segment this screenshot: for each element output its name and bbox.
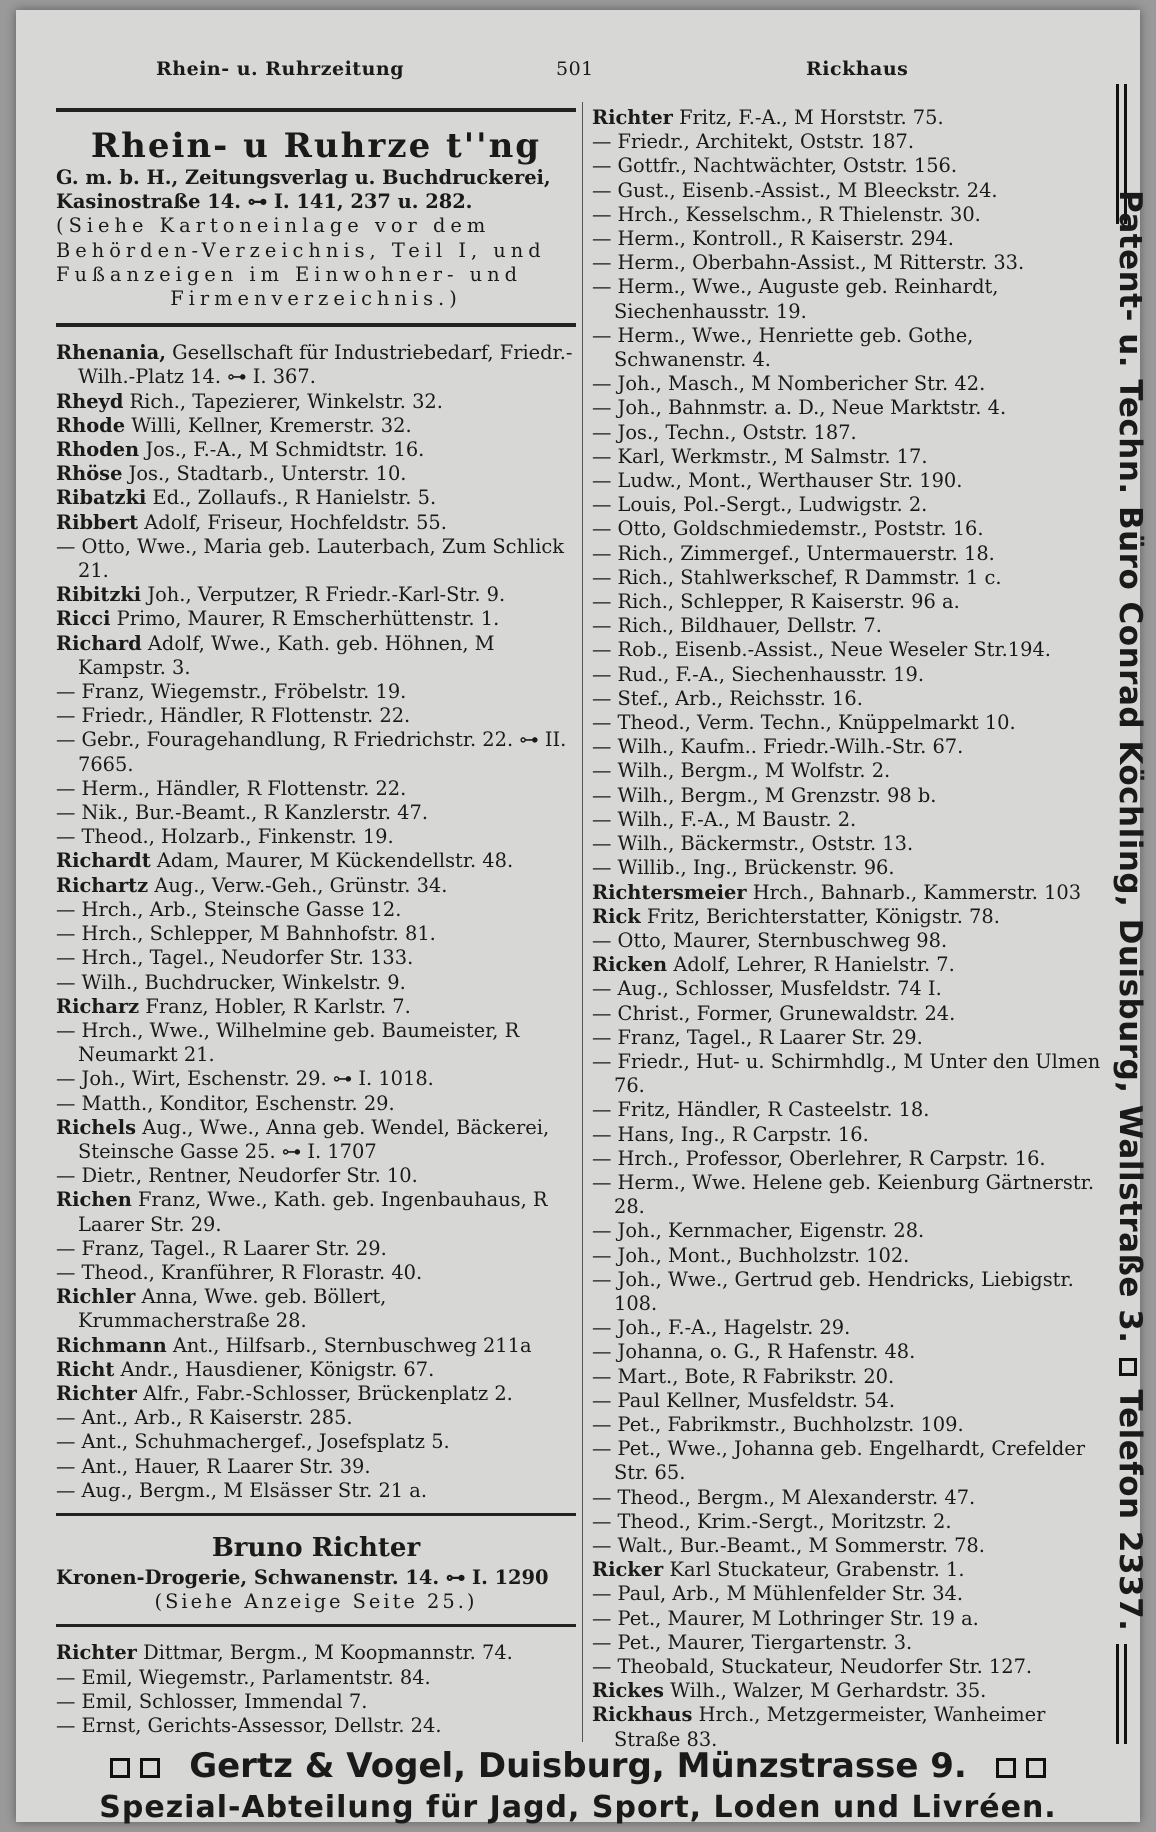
directory-page	[16, 10, 1148, 1825]
entry-text: Willi, Kellner, Kremerstr. 32.	[131, 413, 412, 437]
side-bar	[1124, 1644, 1127, 1744]
entry-text: — Louis, Pol.-Sergt., Ludwigstr. 2.	[592, 493, 928, 517]
entry-text: Adolf, Wwe., Kath. geb. Höhnen, M Kampstr. 3.	[78, 631, 495, 679]
list-item	[56, 1430, 576, 1454]
page-number: 501	[556, 58, 594, 80]
entry-text: — Stef., Arb., Reichsstr. 16.	[592, 686, 863, 710]
entry-text: — Herm., Wwe., Auguste geb. Reinhardt, Siechenhausstr. 19.	[592, 275, 999, 323]
entry-text: — Friedr., Hut- u. Schirmhdlg., M Unter den Ulmen 76.	[592, 1049, 1101, 1098]
entry-text: — Wilh., F.-A., M Baustr. 2.	[592, 807, 857, 831]
left-column	[56, 102, 576, 1738]
list-item	[592, 929, 1108, 953]
rule-divider	[56, 1624, 576, 1627]
entry-surname: Richt	[56, 1357, 115, 1381]
list-item	[592, 566, 1108, 590]
entry-text: — Joh., Bahnmstr. a. D., Neue Marktstr. 4.	[592, 396, 1007, 420]
entry-text: — Hrch., Wwe., Wilhelmine geb. Baumeister, R Neumarkt 21.	[56, 1018, 520, 1067]
entry-text: — Theod., Holzarb., Finkenstr. 19.	[56, 825, 394, 849]
list-item	[592, 396, 1108, 420]
entry-text: — Matth., Konditor, Eschenstr. 29.	[56, 1091, 395, 1115]
list-item	[56, 1237, 576, 1261]
list-item	[592, 784, 1108, 808]
list-item	[56, 632, 576, 680]
entry-surname: Rheyd	[56, 389, 124, 413]
list-item	[592, 1123, 1108, 1147]
entry-text: — Herm., Oberbahn-Assist., M Ritterstr. 33.	[592, 251, 1025, 275]
entry-text: — Theod., Verm. Techn., Knüppelmarkt 10.	[592, 711, 1016, 735]
bottom-ad-text: Gertz & Vogel, Duisburg, Münzstrasse 9.	[189, 1746, 967, 1786]
list-item	[56, 971, 576, 995]
entry-text: — Karl, Werkmstr., M Salmstr. 17.	[592, 444, 928, 468]
list-item	[56, 583, 576, 607]
entry-list-left	[56, 341, 576, 1503]
entry-text: — Gust., Eisenb.-Assist., M Bleeckstr. 24.	[592, 178, 998, 202]
list-item	[56, 1406, 576, 1430]
list-item	[56, 1285, 576, 1333]
entry-text: — Wilh., Buchdrucker, Winkelstr. 9.	[56, 970, 406, 994]
entry-text: — Otto, Goldschmiedemstr., Poststr. 16.	[592, 517, 984, 541]
entry-text: — Ernst, Gerichts-Assessor, Dellstr. 24.	[56, 1713, 442, 1737]
entry-text: — Christ., Former, Grunewaldstr. 24.	[592, 1001, 956, 1025]
list-item	[56, 1067, 576, 1091]
ad-line: Firmenverzeichnis.)	[170, 287, 462, 311]
list-item	[592, 372, 1108, 396]
list-item	[56, 1358, 576, 1382]
entry-text: Franz, Wwe., Kath. geb. Ingenbauhaus, R Laarer Str. 29.	[78, 1188, 548, 1236]
entry-text: — Rich., Zimmergef., Untermauerstr. 18.	[592, 541, 995, 565]
entry-text: — Ant., Schuhmachergef., Josefsplatz 5.	[56, 1430, 450, 1454]
list-item	[56, 995, 576, 1019]
entry-text: — Theobald, Stuckateur, Neudorfer Str. 127.	[592, 1655, 1033, 1678]
square-ornament-icon	[1026, 1758, 1046, 1778]
entry-surname: Richtersmeier	[592, 880, 747, 904]
entry-surname: Richarz	[56, 994, 140, 1018]
entry-text: — Pet., Maurer, Tiergartenstr. 3.	[592, 1630, 913, 1654]
entry-text: — Hans, Ing., R Carpstr. 16.	[592, 1122, 869, 1146]
list-item	[56, 680, 576, 704]
list-item	[56, 849, 576, 873]
entry-text: — Jos., Techn., Oststr. 187.	[592, 420, 857, 444]
entry-surname: Richler	[56, 1285, 136, 1309]
entry-text: — Herm., Händler, R Flottenstr. 22.	[56, 776, 407, 800]
entry-text: Fritz, F.-A., M Horststr. 75.	[679, 106, 944, 129]
entry-text: Andr., Hausdiener, Königstr. 67.	[120, 1357, 435, 1381]
entry-surname: Ribbert	[56, 510, 139, 534]
entry-text: — Franz, Tagel., R Laarer Str. 29.	[592, 1025, 923, 1049]
entry-text: Franz, Hobler, R Karlstr. 7.	[145, 994, 411, 1018]
entry-surname: Richter	[592, 106, 673, 129]
entry-text: — Aug., Bergm., M Elsässer Str. 21 a.	[56, 1478, 428, 1502]
entry-text: — Theod., Krim.-Sergt., Moritzstr. 2.	[592, 1509, 952, 1533]
entry-text: Alfr., Fabr.-Schlosser, Brückenplatz 2.	[143, 1381, 513, 1405]
entry-text: — Pet., Maurer, M Lothringer Str. 19 a.	[592, 1606, 979, 1630]
ad-line: (Siehe Anzeige Seite 25.)	[154, 1590, 478, 1614]
entry-surname: Ribatzki	[56, 486, 147, 510]
entry-text: Hrch., Metzgermeister, Wanheimer Straße 83.	[614, 1703, 1046, 1751]
ad-line: Kronen-Drogerie, Schwanenstr. 14. ⊶ I. 1290	[56, 1565, 549, 1589]
list-item	[592, 275, 1108, 323]
list-item	[56, 728, 576, 776]
list-item	[56, 341, 576, 389]
ad-rhein-ruhrzeitung	[56, 126, 576, 311]
entry-text: — Joh., Kernmacher, Eigenstr. 28.	[592, 1219, 925, 1243]
entry-text: — Joh., F.-A., Hagelstr. 29.	[592, 1316, 851, 1340]
entry-surname: Rhöse	[56, 462, 123, 486]
entry-text: — Ludw., Mont., Werthauser Str. 190.	[592, 469, 963, 493]
entry-text: — Franz, Tagel., R Laarer Str. 29.	[56, 1236, 387, 1260]
list-item	[56, 438, 576, 462]
list-item	[592, 687, 1108, 711]
entry-text: — Johanna, o. G., R Hafenstr. 48.	[592, 1340, 916, 1364]
entry-surname: Richard	[56, 631, 142, 655]
list-item	[592, 324, 1108, 372]
list-item	[592, 1340, 1108, 1364]
list-item	[592, 881, 1108, 905]
entry-text: — Rud., F.-A., Siechenhausstr. 19.	[592, 662, 924, 686]
entry-text: Karl Stuckateur, Grabenstr. 1.	[669, 1558, 965, 1582]
entry-text: — Wilh., Bergm., M Wolfstr. 2.	[592, 759, 891, 783]
entry-text: — Joh., Mont., Buchholzstr. 102.	[592, 1243, 910, 1267]
entry-text: — Paul, Arb., M Mühlenfelder Str. 34.	[592, 1582, 964, 1606]
list-item	[56, 414, 576, 438]
list-item	[592, 977, 1108, 1001]
entry-text: — Herm., Kontroll., R Kaiserstr. 294.	[592, 227, 954, 251]
list-item	[592, 1026, 1108, 1050]
list-item	[592, 735, 1108, 759]
entry-text: Adolf, Lehrer, R Hanielstr. 7.	[673, 953, 955, 977]
ad-line: Behörden-Verzeichnis, Teil I, und	[56, 238, 546, 262]
bottom-ad-line2: Spezial-Abteilung für Jagd, Sport, Loden und Livréen.	[99, 1790, 1057, 1825]
ad-line: Kasinostraße 14. ⊶ I. 141, 237 u. 282.	[56, 190, 473, 214]
list-item	[592, 251, 1108, 275]
list-item	[56, 1382, 576, 1406]
entry-text: Aug., Wwe., Anna geb. Wendel, Bäckerei, Steinsche Gasse 25. ⊶ I. 1707	[78, 1115, 550, 1163]
entry-text: — Paul Kellner, Musfeldstr. 54.	[592, 1388, 896, 1412]
entry-text: — Herm., Wwe. Helene geb. Keienburg Gärtnerstr. 28.	[592, 1170, 1094, 1219]
entry-surname: Richardt	[56, 849, 151, 873]
entry-text: — Mart., Bote, R Fabrikstr. 20.	[592, 1364, 895, 1388]
list-item	[592, 1244, 1108, 1268]
entry-list-left-2	[56, 1641, 576, 1738]
entry-surname: Ricken	[592, 953, 668, 977]
entry-text: — Joh., Wirt, Eschenstr. 29. ⊶ I. 1018.	[56, 1067, 434, 1091]
list-item	[592, 1002, 1108, 1026]
list-item	[56, 922, 576, 946]
entry-text: — Gebr., Fouragehandlung, R Friedrichstr. 22. ⊶ II. 7665.	[56, 728, 567, 776]
side-ad	[1112, 190, 1148, 1631]
entry-text: — Pet., Wwe., Johanna geb. Engelhardt, Crefelder Str. 65.	[592, 1437, 1085, 1485]
list-item	[56, 1188, 576, 1236]
list-item	[592, 469, 1108, 493]
column-divider	[582, 102, 583, 1742]
list-item	[592, 203, 1108, 227]
entry-text: Hrch., Bahnarb., Kammerstr. 103	[752, 880, 1082, 904]
list-item	[56, 825, 576, 849]
bottom-ad-line1	[16, 1746, 1140, 1786]
list-item	[592, 1582, 1108, 1606]
ad-line: (Siehe Kartoneinlage vor dem	[56, 214, 491, 238]
list-item	[592, 1437, 1108, 1485]
entry-text: — Friedr., Händler, R Flottenstr. 22.	[56, 704, 411, 728]
entry-text: Adolf, Friseur, Hochfeldstr. 55.	[144, 510, 447, 534]
entry-surname: Rickes	[592, 1679, 664, 1703]
side-ad-phone: Telefon 2337.	[1112, 1389, 1148, 1632]
list-item	[592, 953, 1108, 977]
list-item	[56, 946, 576, 970]
entry-text: — Aug., Schlosser, Musfeldstr. 74 I.	[592, 977, 942, 1001]
entry-text: — Otto, Maurer, Sternbuschweg 98.	[592, 928, 948, 952]
list-item	[592, 1679, 1108, 1703]
ad-bruno-richter	[56, 1530, 576, 1614]
entry-text: — Gottfr., Nachtwächter, Oststr. 156.	[592, 154, 958, 178]
entry-text: — Rich., Stahlwerkschef, R Dammstr. 1 c.	[592, 565, 1002, 589]
list-item	[56, 1116, 576, 1164]
square-ornament-icon	[110, 1758, 130, 1778]
entry-text: — Hrch., Tagel., Neudorfer Str. 133.	[56, 946, 414, 970]
entry-text: — Rich., Bildhauer, Dellstr. 7.	[592, 614, 882, 638]
entry-text: Anna, Wwe. geb. Böllert, Krummacherstraße 28.	[78, 1285, 387, 1333]
list-item	[592, 517, 1108, 541]
list-item	[592, 1413, 1108, 1437]
entry-text: — Ant., Arb., R Kaiserstr. 285.	[56, 1406, 353, 1430]
ad-line: Fußanzeigen im Einwohner- und	[56, 262, 523, 286]
entry-text: Joh., Verputzer, R Friedr.-Karl-Str. 9.	[147, 583, 506, 607]
entry-surname: Rhenania,	[56, 341, 166, 365]
rule-top	[56, 108, 576, 112]
list-item	[592, 1655, 1108, 1679]
ad-line: G. m. b. H., Zeitungsverlag u. Buchdruckerei,	[56, 166, 551, 189]
entry-text: Jos., F.-A., M Schmidtstr. 16.	[145, 438, 425, 462]
list-item	[56, 898, 576, 922]
entry-text: — Franz, Wiegemstr., Fröbelstr. 19.	[56, 680, 407, 704]
list-item	[56, 1666, 576, 1690]
entry-surname: Richartz	[56, 873, 149, 897]
rule-divider	[56, 323, 576, 327]
list-item	[56, 1019, 576, 1067]
list-item	[592, 1365, 1108, 1389]
right-column	[592, 106, 1108, 1752]
list-item	[592, 130, 1108, 154]
entry-surname: Richels	[56, 1115, 137, 1139]
list-item	[56, 1261, 576, 1285]
entry-text: — Hrch., Arb., Steinsche Gasse 12.	[56, 897, 402, 921]
entry-text: — Theod., Kranführer, R Florastr. 40.	[56, 1260, 423, 1284]
entry-text: — Joh., Wwe., Gertrud geb. Hendricks, Liebigstr. 108.	[592, 1267, 1074, 1315]
list-item	[592, 1050, 1108, 1098]
entry-surname: Rickhaus	[592, 1703, 693, 1727]
list-item	[592, 856, 1108, 880]
side-ad-text: Patent- u. Techn. Büro Conrad Köchling, Duisburg, Wallstraße 3.	[1112, 190, 1148, 1344]
list-item	[56, 1164, 576, 1188]
entry-text: — Rich., Schlepper, R Kaiserstr. 96 a.	[592, 590, 960, 614]
list-item	[56, 1641, 576, 1665]
list-item	[56, 777, 576, 801]
ad-title: Rhein- u Ruhrze t''ng	[90, 126, 542, 166]
entry-text: — Hrch., Kesselschm., R Thielenstr. 30.	[592, 202, 981, 226]
list-item	[592, 1631, 1108, 1655]
square-ornament-icon	[996, 1758, 1016, 1778]
list-item	[56, 535, 576, 583]
entry-text: — Walt., Bur.-Beamt., M Sommerstr. 78.	[592, 1533, 985, 1557]
entry-text: — Joh., Masch., M Nombericher Str. 42.	[592, 372, 986, 396]
list-item	[56, 462, 576, 486]
list-item	[592, 227, 1108, 251]
list-item	[592, 638, 1108, 662]
entry-surname: Rhode	[56, 413, 126, 437]
entry-text: — Pet., Fabrikmstr., Buchholzstr. 109.	[592, 1412, 964, 1436]
list-item	[592, 542, 1108, 566]
list-item	[56, 874, 576, 898]
list-item	[592, 1534, 1108, 1558]
list-item	[56, 1479, 576, 1503]
list-item	[592, 106, 1108, 130]
entry-text: — Herm., Wwe., Henriette geb. Gothe, Schwanenstr. 4.	[592, 323, 974, 372]
entry-text: — Emil, Schlosser, Immendal 7.	[56, 1689, 368, 1713]
entry-text: — Dietr., Rentner, Neudorfer Str. 10.	[56, 1164, 418, 1188]
list-item	[592, 421, 1108, 445]
list-item	[592, 663, 1108, 687]
entry-text: — Theod., Bergm., M Alexanderstr. 47.	[592, 1485, 976, 1509]
entry-text: Ed., Zollaufs., R Hanielstr. 5.	[152, 486, 437, 510]
list-item	[592, 1558, 1108, 1582]
list-item	[56, 1690, 576, 1714]
entry-text: Gesellschaft für Industriebedarf, Friedr.-Wilh.-Platz 14. ⊶ I. 367.	[78, 341, 573, 389]
entry-text: Wilh., Walzer, M Gerhardstr. 35.	[670, 1679, 987, 1703]
list-item	[56, 801, 576, 825]
list-item	[592, 590, 1108, 614]
list-item	[592, 759, 1108, 783]
list-item	[592, 1389, 1108, 1413]
square-ornament-icon	[1120, 1358, 1138, 1376]
list-item	[56, 390, 576, 414]
entry-surname: Richmann	[56, 1333, 167, 1357]
entry-text: — Ant., Hauer, R Laarer Str. 39.	[56, 1454, 371, 1478]
list-item	[56, 1714, 576, 1738]
entry-surname: Ricci	[56, 607, 111, 631]
entry-text: — Otto, Wwe., Maria geb. Lauterbach, Zum Schlick 21.	[56, 534, 565, 583]
entry-surname: Richter	[56, 1381, 137, 1405]
entry-surname: Rick	[592, 904, 641, 928]
entry-list-right	[592, 106, 1108, 1752]
list-item	[592, 1098, 1108, 1122]
list-item	[592, 1486, 1108, 1510]
header-right: Rickhaus	[806, 58, 909, 80]
header-left: Rhein- u. Ruhrzeitung	[156, 58, 404, 80]
list-item	[592, 905, 1108, 929]
list-item	[592, 445, 1108, 469]
entry-text: Ant., Hilfsarb., Sternbuschweg 211a	[172, 1333, 532, 1357]
entry-text: Jos., Stadtarb., Unterstr. 10.	[128, 462, 407, 486]
list-item	[592, 493, 1108, 517]
list-item	[592, 1147, 1108, 1171]
entry-text: Adam, Maurer, M Kückendellstr. 48.	[156, 849, 514, 873]
entry-text: — Friedr., Architekt, Oststr. 187.	[592, 130, 914, 154]
entry-text: — Rob., Eisenb.-Assist., Neue Weseler Str.194.	[592, 638, 1051, 662]
entry-surname: Ricker	[592, 1558, 664, 1582]
entry-surname: Richen	[56, 1188, 132, 1212]
list-item	[592, 614, 1108, 638]
square-ornament-icon	[140, 1758, 160, 1778]
list-item	[56, 607, 576, 631]
list-item	[56, 1334, 576, 1358]
list-item	[592, 179, 1108, 203]
list-item	[56, 1092, 576, 1116]
list-item	[56, 1455, 576, 1479]
list-item	[592, 154, 1108, 178]
entry-text: Dittmar, Bergm., M Koopmannstr. 74.	[143, 1641, 513, 1665]
list-item	[592, 711, 1108, 735]
list-item	[56, 486, 576, 510]
entry-text: Fritz, Berichterstatter, Königstr. 78.	[646, 904, 1000, 928]
list-item	[56, 704, 576, 728]
list-item	[592, 808, 1108, 832]
entry-surname: Rhoden	[56, 438, 140, 462]
entry-text: Rich., Tapezierer, Winkelstr. 32.	[129, 389, 443, 413]
list-item	[592, 1607, 1108, 1631]
list-item	[592, 1219, 1108, 1243]
entry-text: — Willib., Ing., Brückenstr. 96.	[592, 856, 895, 880]
entry-text: — Hrch., Professor, Oberlehrer, R Carpstr. 16.	[592, 1146, 1046, 1170]
entry-text: — Wilh., Bäckermstr., Oststr. 13.	[592, 832, 914, 856]
entry-text: — Emil, Wiegemstr., Parlamentstr. 84.	[56, 1665, 431, 1689]
entry-text: — Wilh., Bergm., M Grenzstr. 98 b.	[592, 783, 937, 807]
entry-text: Aug., Verw.-Geh., Grünstr. 34.	[154, 873, 448, 897]
entry-text: — Nik., Bur.-Beamt., R Kanzlerstr. 47.	[56, 801, 429, 825]
entry-text: Primo, Maurer, R Emscherhüttenstr. 1.	[116, 607, 500, 631]
entry-surname: Richter	[56, 1641, 137, 1665]
list-item	[592, 1703, 1108, 1751]
entry-surname: Ribitzki	[56, 583, 142, 607]
list-item	[592, 1171, 1108, 1219]
ad-title: Bruno Richter	[211, 1532, 421, 1563]
entry-text: — Wilh., Kaufm.. Friedr.-Wilh.-Str. 67.	[592, 735, 964, 759]
list-item	[56, 511, 576, 535]
list-item	[592, 1268, 1108, 1316]
list-item	[592, 832, 1108, 856]
entry-text: — Hrch., Schlepper, M Bahnhofstr. 81.	[56, 922, 436, 946]
list-item	[592, 1510, 1108, 1534]
side-bar	[1116, 1644, 1119, 1744]
list-item	[592, 1316, 1108, 1340]
entry-text: — Fritz, Händler, R Casteelstr. 18.	[592, 1098, 930, 1122]
rule-divider	[56, 1513, 576, 1516]
